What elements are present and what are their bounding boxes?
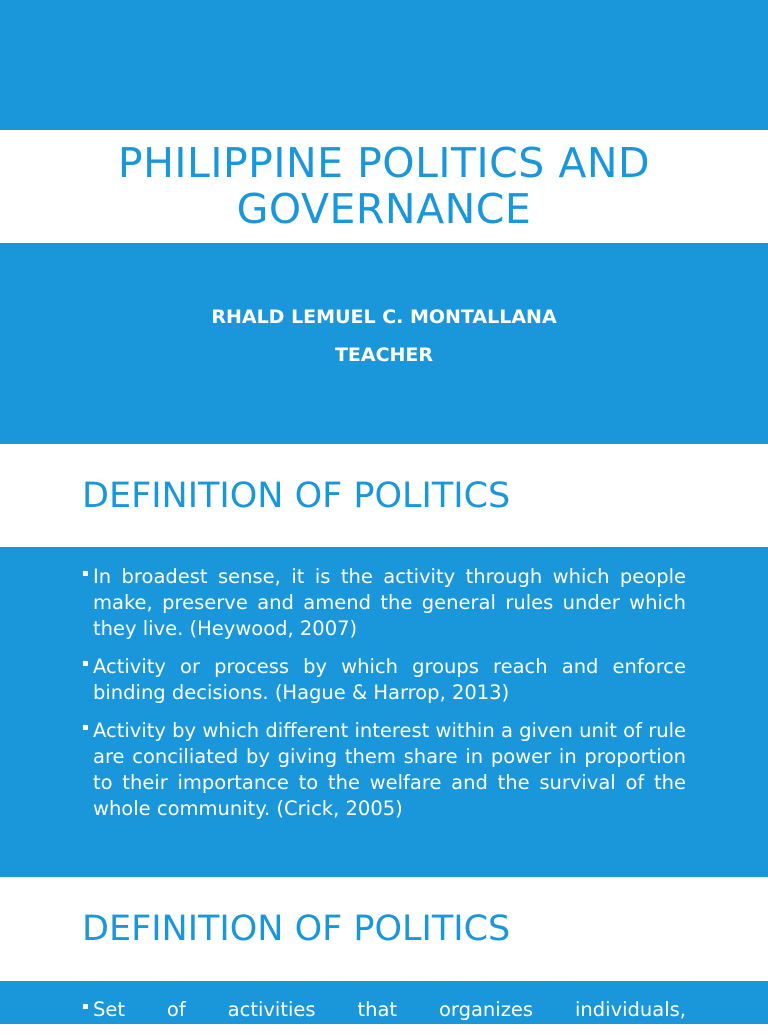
slide1-top-band bbox=[0, 0, 768, 130]
bullet-icon: ▪ bbox=[82, 568, 89, 579]
slide2-bullet-1-text: In broadest sense, it is the activity through which people make, preserve and amend the general rules under which they live. (Heywood, 2007) bbox=[93, 565, 686, 640]
slide3-bullet-list bbox=[82, 997, 686, 1035]
slide2-bullet-2-text: Activity or process by which groups reach and enforce binding decisions. (Hague & Harrop, 2013) bbox=[93, 655, 686, 704]
slide3-heading: DEFINITION OF POLITICS bbox=[82, 909, 511, 949]
bullet-icon: ▪ bbox=[82, 658, 89, 669]
slide1-role: TEACHER bbox=[334, 344, 434, 366]
slide2-heading: DEFINITION OF POLITICS bbox=[82, 476, 511, 516]
slide2-bullet-list bbox=[82, 564, 686, 834]
bullet-icon: ▪ bbox=[82, 1001, 89, 1012]
slide3-bullet-1 bbox=[82, 997, 686, 1023]
slide3-bullet-1-text: Set of activities that organizes individuals, bbox=[93, 998, 686, 1021]
slide2-bullet-3 bbox=[82, 718, 686, 822]
bullet-icon: ▪ bbox=[82, 722, 89, 733]
slide2-bullet-2 bbox=[82, 654, 686, 706]
slide1-title: PHILIPPINE POLITICS AND GOVERNANCE bbox=[117, 139, 651, 233]
slide2-bullet-3-text: Activity by which different interest within a given unit of rule are conciliated by giving them share in power in proportion to their importance to the welfare and the survival of the whole community. (Crick, 2005) bbox=[93, 719, 686, 820]
slide2-bullet-1 bbox=[82, 564, 686, 642]
slide1-author: RHALD LEMUEL C. MONTALLANA bbox=[211, 306, 557, 328]
